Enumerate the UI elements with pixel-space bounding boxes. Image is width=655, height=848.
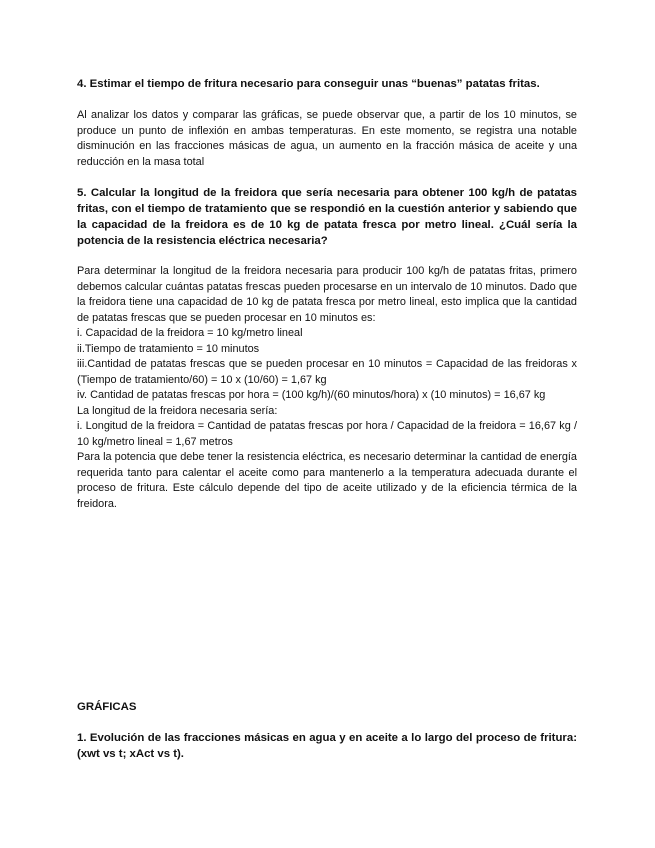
section-5-intro: Para determinar la longitud de la freidora necesaria para producir 100 kg/h de patatas fritas, primero debemos calcular cuántas patatas frescas pueden procesarse en un intervalo de 10 minutos. Dado que la freidora tiene una capacidad de 10 kg de patata fresca por metro lineal, esto implica que la cantidad de patatas frescas que se pueden procesar en 10 minutos es: bbox=[77, 265, 577, 324]
list-item-capacidad: i. Capacidad de la freidora = 10 kg/metro lineal bbox=[77, 327, 303, 339]
list-item-cantidad-10min: iii.Cantidad de patatas frescas que se pueden procesar en 10 minutos = Capacidad de las freidoras x (Tiempo de tratamiento/60) = 10 x (10/60) = 1,67 kg bbox=[77, 358, 577, 386]
list-item-tiempo: ii.Tiempo de tratamiento = 10 minutos bbox=[77, 342, 260, 355]
section-4-paragraph: Al analizar los datos y comparar las gráficas, se puede observar que, a partir de los 10 minutos, se produce un punto de inflexión en ambas temperaturas. En este momento, se registra una notable disminución en las fracciones másicas de agua, un aumento en la fracción másica de aceite y una reducción en la masa total bbox=[77, 109, 577, 168]
potencia-paragraph: Para la potencia que debe tener la resistencia eléctrica, es necesario determinar la cantidad de energía requerida tanto para calentar el aceite como para mantenerlo a la temperatura adecuada durante el proceso de fritura. Este cálculo depende del tipo de aceite utilizado y de la eficiencia térmica de la freidora. bbox=[77, 451, 577, 510]
list-item-cantidad-hora: iv. Cantidad de patatas frescas por hora = (100 kg/h)/(60 minutos/hora) x (10 minutos) = 16,67 kg bbox=[77, 389, 546, 401]
grafica-1-heading: 1. Evolución de las fracciones másicas en agua y en aceite a lo largo del proceso de fritura: (xwt vs t; xAct vs t). bbox=[77, 732, 577, 760]
longitud-intro: La longitud de la freidora necesaria sería: bbox=[77, 404, 278, 417]
list-item-longitud: i. Longitud de la freidora = Cantidad de patatas frescas por hora / Capacidad de la freidora = 16,67 kg / 10 kg/metro lineal = 1,67 metros bbox=[77, 420, 577, 448]
section-4-heading: 4. Estimar el tiempo de fritura necesario para conseguir unas “buenas” patatas fritas. bbox=[77, 78, 540, 90]
graficas-heading: GRÁFICAS bbox=[77, 701, 137, 713]
section-5-body bbox=[77, 264, 577, 512]
section-5-heading: 5. Calcular la longitud de la freidora que sería necesaria para obtener 100 kg/h de patatas fritas, con el tiempo de tratamiento que se respondió en la cuestión anterior y sabiendo que la capacidad de la freidora es de 10 kg de patata fresca por metro lineal. ¿Cuál sería la potencia de la resistencia eléctrica necesaria? bbox=[77, 187, 577, 247]
